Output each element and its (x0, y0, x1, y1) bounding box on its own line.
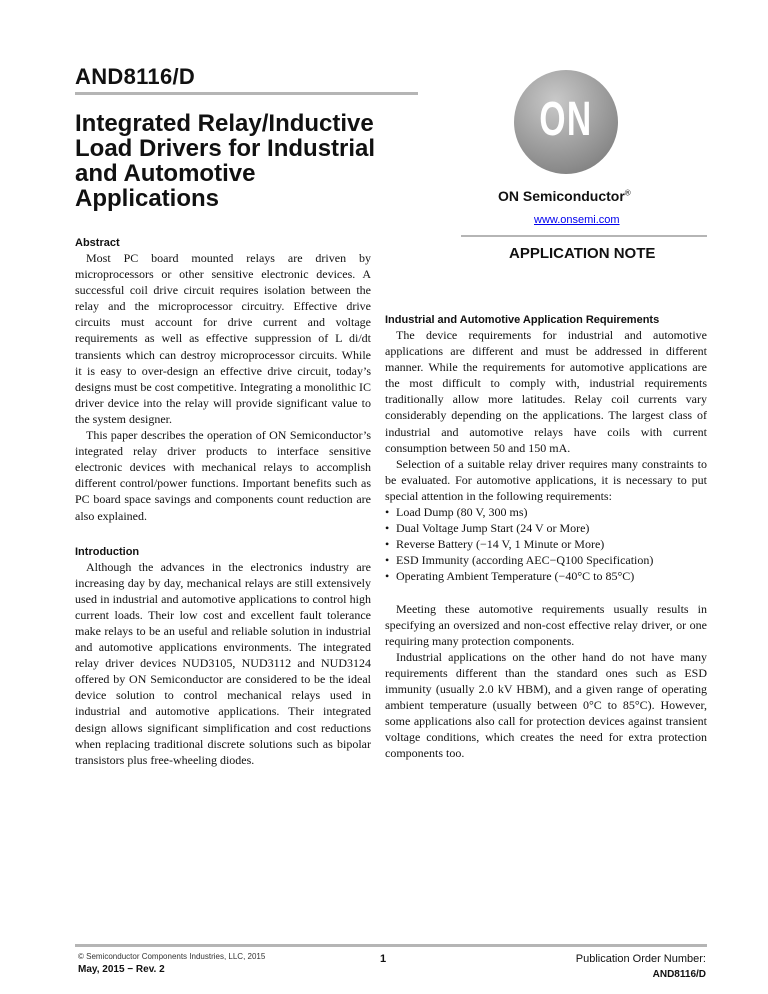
document-number: AND8116/D (75, 64, 196, 89)
website-link[interactable]: www.onsemi.com (534, 214, 620, 226)
paragraph: This paper describes the operation of ON Semiconductor’s integrated relay driver products to interface sensitive electronic devices with mechanical relays to accomplish different control/power functions. Important benefits such as PC board space savings and components count reduction are also explained. (75, 428, 371, 523)
registered-mark: ® (624, 188, 631, 198)
introduction-heading: Introduction (75, 545, 140, 558)
list-item: • Load Dump (80 V, 300 ms) (385, 504, 707, 520)
list-item: • ESD Immunity (according AEC−Q100 Specification) (385, 552, 707, 568)
brand-name (498, 188, 631, 204)
footer-divider (75, 944, 707, 947)
divider (75, 92, 418, 95)
list-item: • Reverse Battery (−14 V, 1 Minute or More) (385, 536, 707, 552)
requirements-heading: Industrial and Automotive Application Requirements (385, 314, 660, 326)
divider (461, 235, 707, 237)
paragraph: Most PC board mounted relays are driven by microprocessors or other sensitive electronic devices. A successful coil drive circuit requires isolation between the relay and the microprocessor circuitry. Effective drive circuits must account for drive current and voltage requirements as well as effective suppression of L di/dt transients which can destroy microprocessor circuits. While it is easy to over-design an effective drive circuit, today’s designs must be cost competitive. Integrating a monolithic IC driver device into the relay will provide significant value to the system designer. (75, 251, 371, 426)
page-number: 1 (380, 953, 387, 965)
logo-text: ON (539, 93, 593, 146)
paragraph: The device requirements for industrial and automotive applications are different and must be addressed in different manner. While the requirements for automotive applications are the most difficult to comply with, industrial requirements traditionally allow more latitudes. Relay coil currents vary considerably depending on the applications. The largest class of industrial and automotive relays have coils with current consumption between 50 and 150 mA. (385, 328, 707, 455)
abstract-heading: Abstract (75, 237, 120, 249)
pub-label: Publication Order Number: (575, 953, 706, 965)
paragraph: Although the advances in the electronics industry are increasing day by day, mechanical relays are still extensively used in industrial and automotive applications to control high current loads. Their low cost and excellent fault tolerance make relays to be an useful and reliable solution in industrial and automotive applications environments. The integrated relay driver devices NUD3105, NUD3112 and NUD3124 offered by ON Semiconductor are considered to be the ideal device solution to control mechanical relays used in industrial and automotive applications. Their integrated design allows significant simplification and cost reductions when replacing traditional discrete solutions such as bipolar transistors plus free-wheeling diodes. (75, 559, 371, 767)
list-item: • Dual Voltage Jump Start (24 V or More) (385, 520, 707, 536)
document-title: Integrated Relay/Inductive Load Drivers for Industrial and Automotive Applications (75, 110, 376, 212)
paragraph: Industrial applications on the other hand do not have many requirements different than the standard ones such as ESD immunity (usually 2.0 kV HBM), and a given range of operating ambient temperature (usually between 0°C to 85°C). However, some applications also call for protection devices against transient voltage conditions, which creates the need for extra protection components too. (385, 649, 707, 761)
list-item: • Operating Ambient Temperature (−40°C to 85°C) (385, 568, 707, 584)
requirements-list (385, 504, 707, 584)
document-type: APPLICATION NOTE (509, 245, 656, 262)
paragraph: Meeting these automotive requirements usually results in specifying an oversized and non-cost effective relay driver, or one requiring many protection components. (385, 601, 707, 648)
paragraph: Selection of a suitable relay driver requires many constraints to be evaluated. For automotive applications, it is necessary to put special attention in the following requirements: (385, 456, 707, 503)
brand-text: ON Semiconductor (498, 188, 625, 204)
right-column (385, 314, 707, 761)
left-column (75, 237, 371, 768)
pub-number: AND8116/D (652, 969, 706, 980)
publication-number (576, 952, 706, 982)
on-semiconductor-logo (514, 70, 618, 174)
revision-date: May, 2015 − Rev. 2 (78, 964, 165, 975)
copyright: © Semiconductor Components Industries, LLC, 2015 (78, 952, 266, 961)
